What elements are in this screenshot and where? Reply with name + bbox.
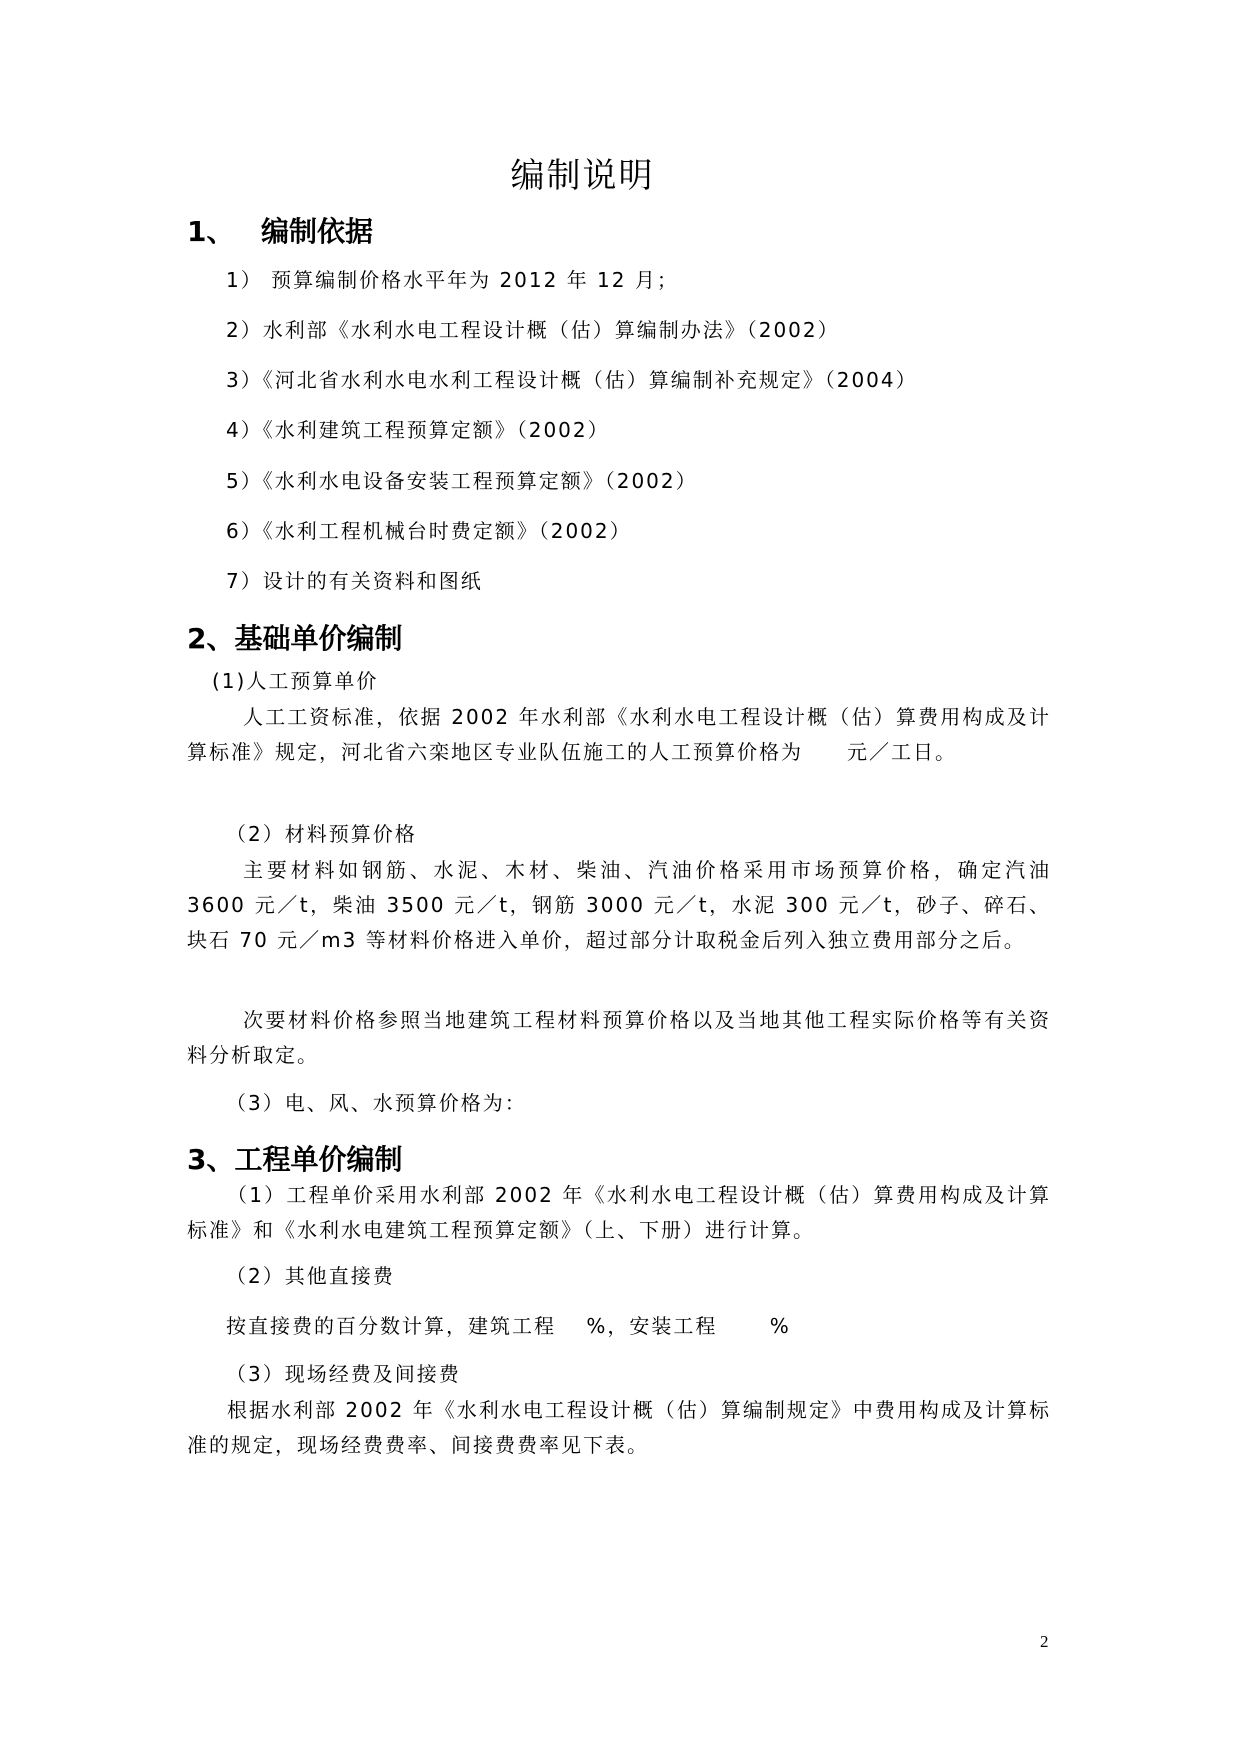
- page-number: 2: [1040, 1632, 1049, 1651]
- subsection-title: （2）其他直接费: [226, 1264, 395, 1288]
- list-item: 3）《河北省水利水电水利工程设计概（估）算编制补充规定》（2004）: [226, 368, 918, 392]
- subsection-title: （3）电、风、水预算价格为：: [226, 1091, 527, 1115]
- section-heading: [187, 210, 373, 250]
- section-heading: 2、基础单价编制: [187, 622, 403, 655]
- section-title: 编制依据: [261, 215, 374, 248]
- paragraph: 次要材料价格参照当地建筑工程材料预算价格以及当地其他工程实际价格等有关资料分析取定。: [187, 1008, 1051, 1067]
- subsection-title: （2）材料预算价格: [226, 822, 417, 846]
- paragraph: 根据水利部 2002 年《水利水电工程设计概（估）算编制规定》中费用构成及计算标准的规定，现场经费费率、间接费费率见下表。: [187, 1398, 1051, 1457]
- list-item: 2）水利部《水利水电工程设计概（估）算编制办法》（2002）: [226, 318, 840, 342]
- list-item: 6）《水利工程机械台时费定额》（2002）: [226, 519, 632, 543]
- list-item: 7）设计的有关资料和图纸: [226, 569, 483, 593]
- subsection-title: (1)人工预算单价: [212, 669, 379, 693]
- subsection-title: （3）现场经费及间接费: [226, 1362, 461, 1386]
- paragraph: 人工工资标准，依据 2002 年水利部《水利水电工程设计概（估）算费用构成及计算标准》规定，河北省六栾地区专业队伍施工的人工预算价格为 元／工日。: [187, 705, 1051, 764]
- paragraph: 主要材料如钢筋、水泥、木材、柴油、汽油价格采用市场预算价格，确定汽油 3600 元／t，柴油 3500 元／t，钢筋 3000 元／t，水泥 300 元／t，砂子、碎石、块石 70 元／m3 等材料价格进入单价，超过部分计取税金后列入独立费用部分之后。: [187, 858, 1051, 952]
- list-item: 1） 预算编制价格水平年为 2012 年 12 月；: [226, 268, 679, 292]
- paragraph: （1）工程单价采用水利部 2002 年《水利水电工程设计概（估）算费用构成及计算标准》和《水利水电建筑工程预算定额》（上、下册）进行计算。: [187, 1183, 1051, 1242]
- paragraph: 按直接费的百分数计算，建筑工程 %，安装工程 %: [226, 1314, 791, 1338]
- section-number: 1、: [187, 215, 235, 248]
- page-title: 编制说明: [510, 156, 655, 196]
- section-heading: 3、工程单价编制: [187, 1143, 403, 1176]
- list-item: 5）《水利水电设备安装工程预算定额》（2002）: [226, 469, 698, 493]
- list-item: 4）《水利建筑工程预算定额》（2002）: [226, 418, 610, 442]
